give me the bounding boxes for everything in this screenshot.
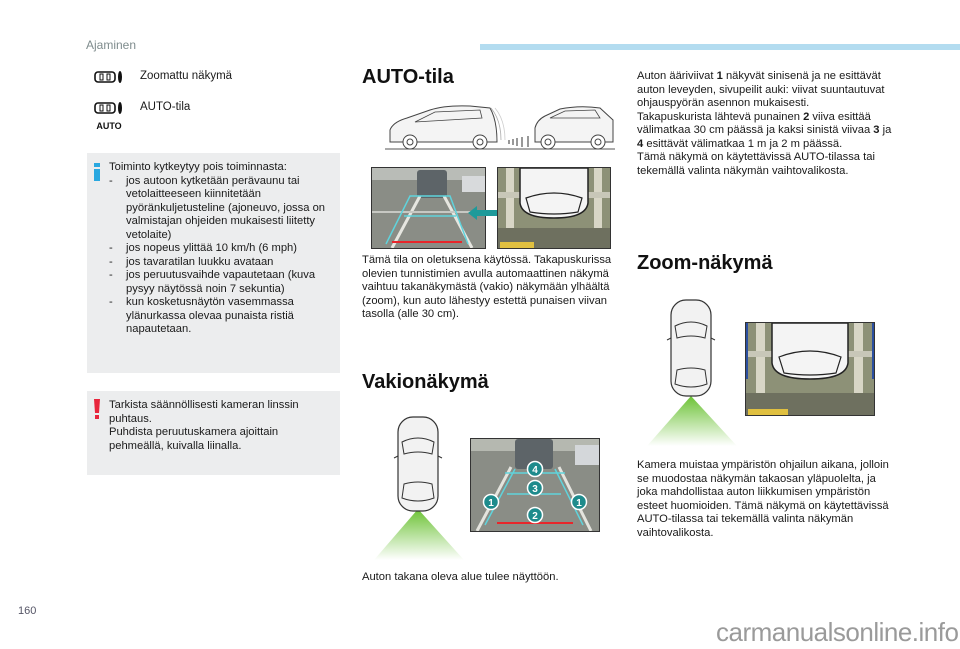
- info-box: [87, 153, 340, 373]
- car-top-view-standard: [372, 412, 468, 560]
- page-number: 160: [18, 605, 37, 617]
- rear-camera-guides-image: [470, 438, 600, 532]
- info-item: - jos tavaratilan luukku avataan: [109, 256, 334, 270]
- marker-1-right: 1: [576, 498, 582, 509]
- text-run: Tämä näkymä on käytettävissä AUTO-tilassa tai tekemällä valinta näkymän vaihtovalikosta.: [637, 151, 875, 177]
- marker-2: 2: [532, 511, 538, 522]
- rear-camera-zoom-image: [497, 167, 611, 249]
- info-icon: [93, 163, 101, 186]
- watermark: carmanualsonline.info: [716, 617, 959, 647]
- info-intro: Toiminto kytkeytyy pois toiminnasta:: [109, 161, 287, 173]
- car-sensor-icon: [94, 70, 128, 89]
- text-run: näkyvät sinisenä ja ne esittävät auton leveyden, sivupeilit auki: viivat suuntautuvat ohjauspyörän asennon mukaisesti.: [637, 70, 885, 109]
- zoom-section-body: Kamera muistaa ympäristön ohjailun aikana, jolloin se muodostaa näkymän takaosan yläpuolelta, ja joka mahdollistaa auton liikkumisen ympäristön esteet huomioiden. Tämä näkymä on käytettävissä AUTO-tilassa tai tekemällä valinta näkymän vaihtovalikosta.: [637, 459, 889, 539]
- car-top-view-zoom: [645, 298, 741, 446]
- rear-camera-zoom-view-image: [745, 322, 875, 416]
- marker-4: 4: [532, 465, 538, 476]
- ref-2: 2: [803, 110, 810, 123]
- cars-approaching-illustration: [385, 100, 615, 152]
- info-list: [109, 175, 334, 337]
- section-label: Ajaminen: [86, 38, 137, 52]
- text-run: ja: [879, 124, 892, 136]
- zoom-section-title: Zoom-näkymä: [637, 252, 773, 274]
- header-bar: [480, 44, 960, 50]
- warning-box: [87, 391, 340, 475]
- warning-line-2: Puhdista peruutuskamera ajoittain pehmeällä, kuivalla liinalla.: [109, 426, 279, 452]
- marker-1-left: 1: [488, 498, 494, 509]
- mode-label-zoom: Zoomattu näkymä: [140, 70, 233, 82]
- text-run: Auton ääriviivat: [637, 70, 717, 82]
- standard-section-title: Vakionäkymä: [362, 371, 489, 393]
- guide-lines-description: [637, 70, 899, 178]
- ref-1: 1: [716, 70, 723, 82]
- mode-auto-row: [94, 101, 190, 131]
- info-item: - jos peruutusvaihde vapautetaan (kuva pysyy näytössä noin 7 sekuntia): [109, 269, 334, 296]
- marker-3: 3: [532, 484, 538, 495]
- info-item: - jos nopeus ylittää 10 km/h (6 mph): [109, 242, 334, 256]
- ref-4: 4: [637, 137, 644, 150]
- text-run: viiva esittää välimatkaa 30 cm päässä ja kaksi sinistä viivaa: [637, 110, 874, 136]
- mode-label-auto: AUTO-tila: [140, 101, 191, 113]
- auto-section-body: Tämä tila on oletuksena käytössä. Takapuskurissa olevien tunnistimien avulla automaattinen näkymä vaihtuu takanäkymästä (vakio) näkymään ylhäältä (zoom), kun auto lähestyy estettä punaisen viivan tasolla (alle 30 cm).: [362, 254, 612, 320]
- ref-3: 3: [873, 124, 880, 136]
- standard-section-caption: Auton takana oleva alue tulee näyttöön.: [362, 571, 559, 583]
- info-item: - jos autoon kytketään perävaunu tai vetolaitteeseen kiinnitetään pyöränkuljetusteline (ajoneuvo, jossa on valmistajan ohjeiden mukaisesti liitetty vetolaite): [109, 175, 334, 243]
- car-sensor-auto-icon: [94, 101, 128, 131]
- mode-zoom-row: [94, 70, 232, 89]
- auto-section-title: AUTO-tila: [362, 66, 454, 88]
- text-run: Takapuskurista lähtevä punainen: [637, 110, 804, 123]
- info-item: - kun kosketusnäytön vasemmassa ylänurkassa olevaa punaista ristiä napautetaan.: [109, 296, 334, 337]
- warning-icon: [93, 399, 101, 426]
- text-run: esittävät välimatkaa 1 m ja 2 m päässä.: [643, 137, 843, 150]
- warning-line-1: Tarkista säännöllisesti kameran linssin puhtaus.: [109, 399, 299, 425]
- auto-tag: AUTO: [96, 121, 122, 131]
